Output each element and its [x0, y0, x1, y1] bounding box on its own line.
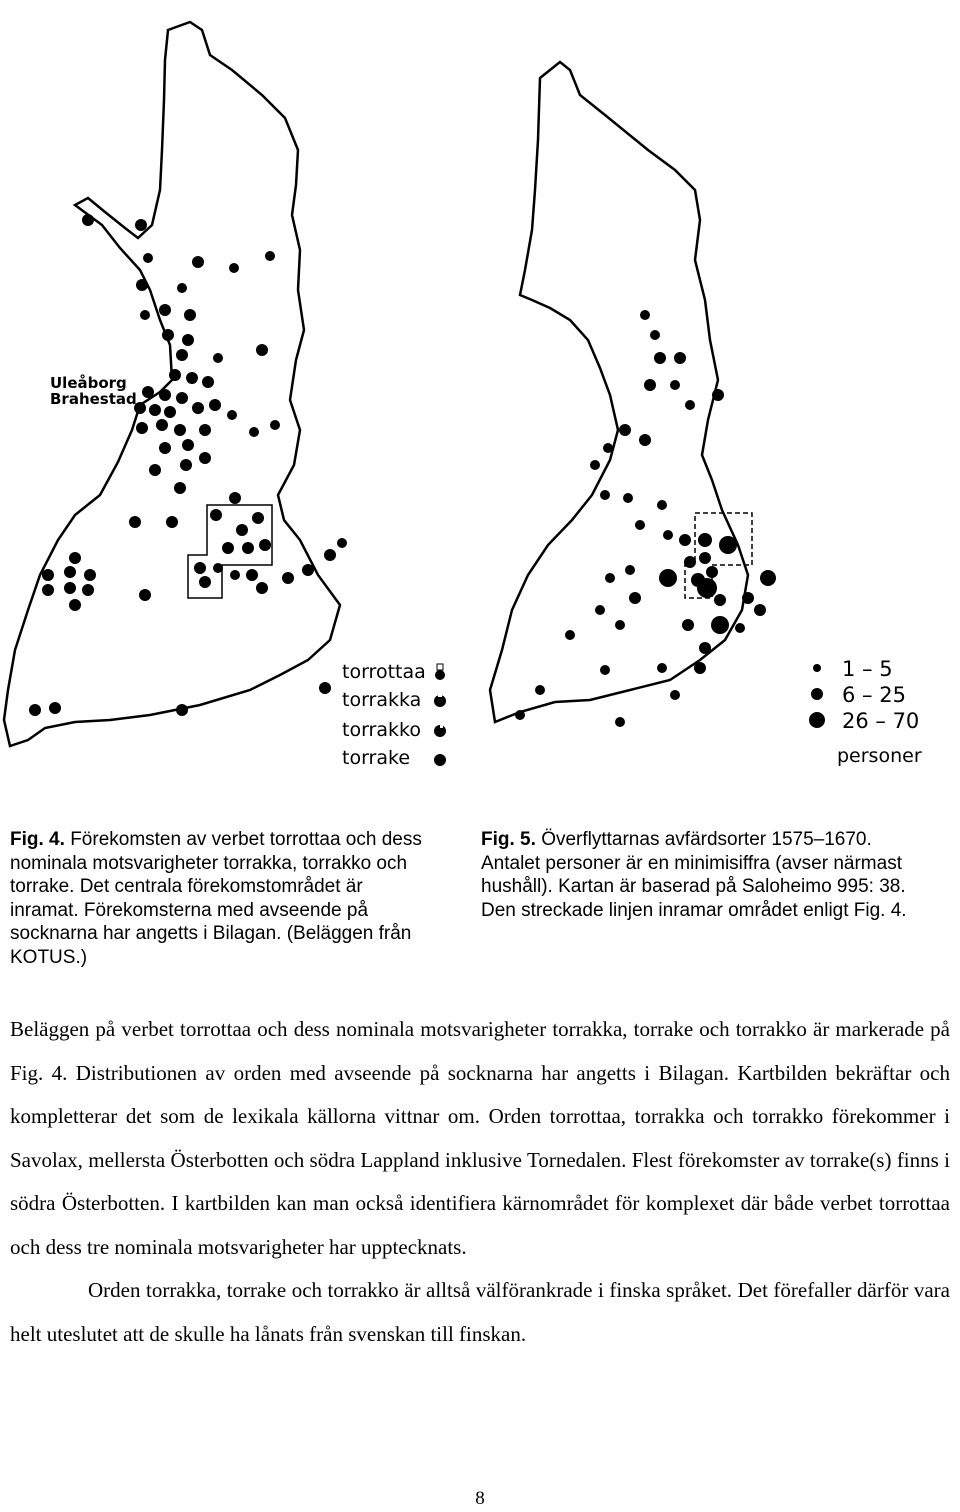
figure-5-dots [515, 310, 776, 727]
figure-4-legend [342, 661, 446, 769]
paragraph-2: Orden torrakka, torrake och torrakko är alltså välförankrade i finska språket. Det förefaller därför vara helt uteslutet att de skulle ha lånats från svenskan till finskan. [10, 1278, 950, 1346]
legend-torrakko: torrakko [342, 719, 421, 741]
legend-symbols [434, 664, 446, 766]
legend-range-small: 1 – 5 [842, 657, 893, 681]
legend-torrakka: torrakka [342, 689, 422, 711]
legend-range-large: 26 – 70 [842, 709, 920, 733]
label-uleaborg: Uleåborg [50, 374, 127, 392]
figure-4-map [0, 0, 480, 790]
figure-5-legend [809, 657, 922, 767]
label-brahestad: Brahestad [50, 390, 137, 408]
figure-5-label: Fig. 5. [481, 829, 536, 850]
legend-range-medium: 6 – 25 [842, 683, 906, 707]
legend-torrake: torrake [342, 747, 411, 769]
legend-torrottaa: torrottaa [342, 661, 426, 683]
page-number: 8 [475, 1488, 485, 1509]
figure-5-caption-text: Överflyttarnas avfärdsorter 1575–1670. Antalet personer är en minimisiffra (avser närmast hushåll). Kartan är baserad på Saloheimo 995: 38. Den streckade linjen inramar området enligt Fig. 4. [481, 829, 907, 921]
body-text [10, 1008, 950, 1356]
figure-5-caption [481, 828, 931, 922]
figure-4-label: Fig. 4. [10, 829, 65, 850]
legend-unit: personer [837, 745, 922, 767]
paragraph-1: Beläggen på verbet torrottaa och dess nominala motsvarigheter torrakka, torrake och torrakko är markerade på Fig. 4. Distributionen av orden med avseende på socknarna har angetts i Bilagan. Kartbilden bekräftar och kompletterar det som de lexikala källorna vittnar om. Orden torrottaa, torrakka och torrakko förekommer i Savolax, mellersta Österbotten och södra Lappland inklusive Tornedalen. Flest förekomster av torrake(s) finns i södra Österbotten. I kartbilden kan man också identifiera kärnområdet för komplexet där både verbet torrottaa och dess tre nominala motsvarigheter har upptecknats. [10, 1017, 950, 1259]
figure-4-caption-text: Förekomsten av verbet torrottaa och dess nominala motsvarigheter torrakka, torrakko och torrake. Det centrala förekomstområdet är inramat. Förekomsterna med avseende på socknarna har angetts i Bilagan. (Beläggen från KOTUS.) [10, 829, 422, 968]
figure-5-map [480, 0, 960, 790]
figure-4-caption [10, 828, 430, 969]
figure-4-dots [29, 214, 347, 716]
